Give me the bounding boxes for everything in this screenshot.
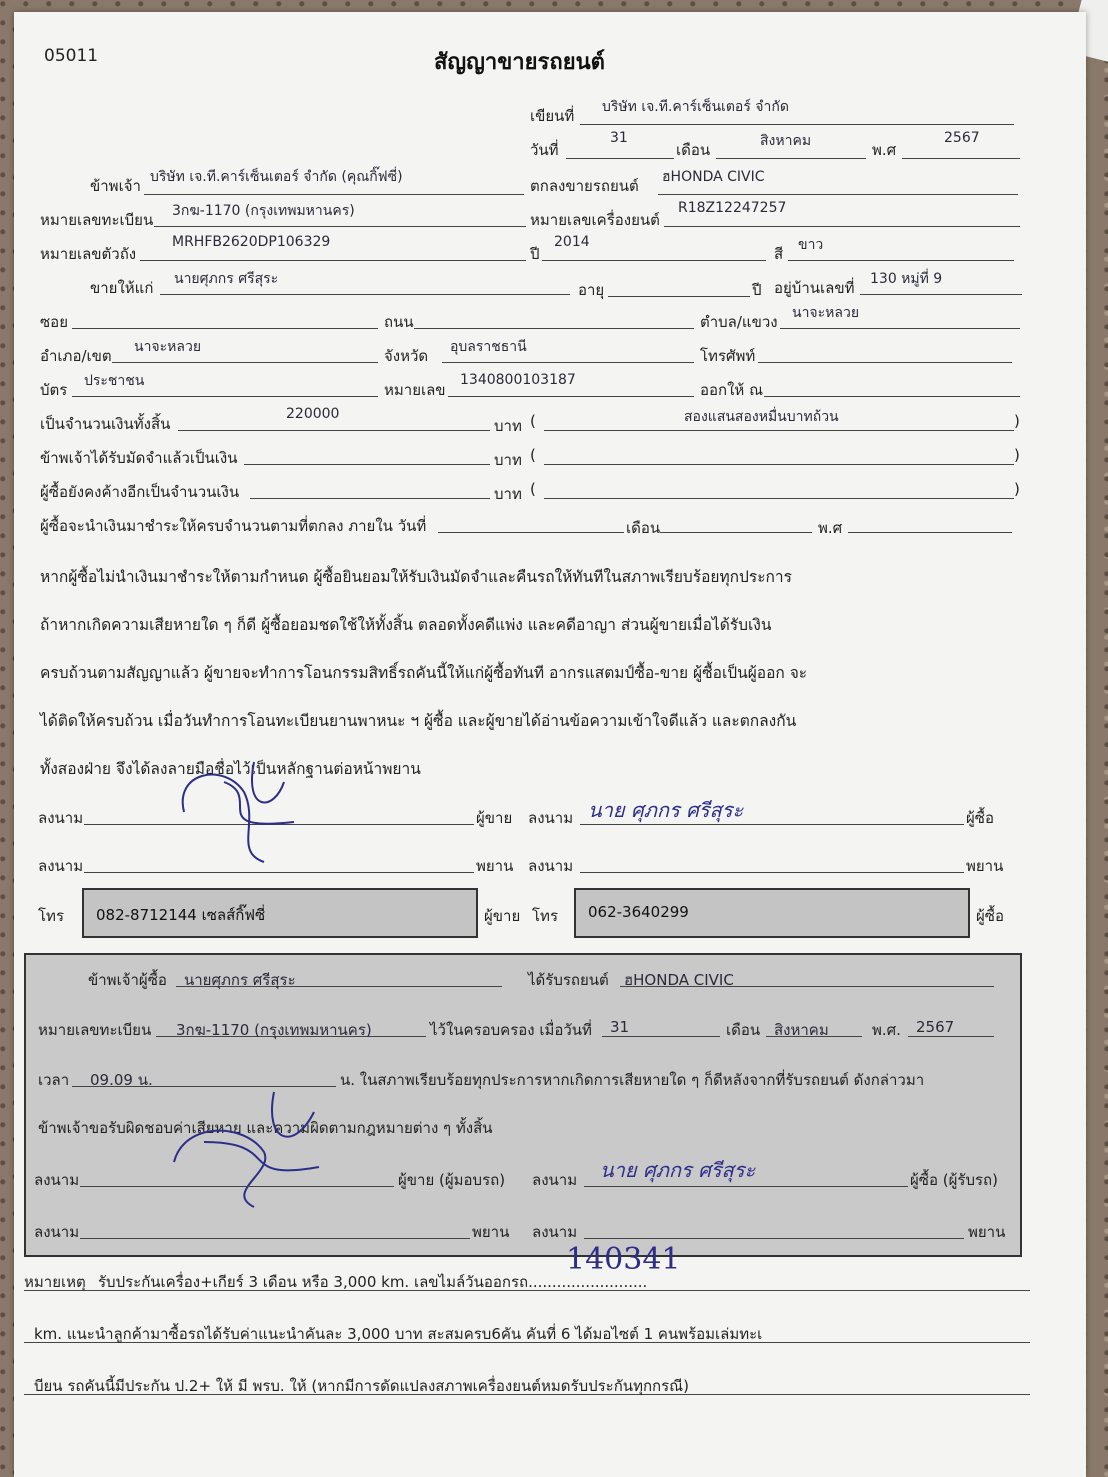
- road-label: ถนน: [384, 313, 414, 331]
- district-line: [112, 362, 378, 363]
- house-line: [860, 294, 1022, 295]
- remain-line: [250, 498, 490, 499]
- vehicle-year-label: ปี: [530, 245, 540, 263]
- district-value: นาจะหลวย: [134, 339, 202, 355]
- id-label: หมายเลข: [384, 381, 446, 399]
- paren-close-2: ): [1014, 446, 1020, 464]
- year-label: พ.ศ: [872, 141, 897, 159]
- engine-label: หมายเลขเครื่องยนต์: [530, 211, 660, 229]
- phone-line: [758, 362, 1012, 363]
- due-year-line: [848, 532, 1012, 533]
- phone-label: โทรศัพท์: [700, 347, 756, 365]
- due-year-label: พ.ศ: [818, 519, 843, 537]
- seller-phone-label: โทร: [38, 907, 65, 925]
- reg-line: [154, 226, 526, 227]
- deposit-baht: บาท: [494, 451, 522, 469]
- terms-line-4: ได้ติดให้ครบถ้วน เมื่อวันทำการโอนทะเบียนยานพาหนะ ฯ ผู้ซื้อ และผู้ขายได้อ่านข้อความเข้าใจดีแล้ว และตกลงกัน: [40, 712, 797, 730]
- contract-paper: [14, 12, 1086, 1477]
- chassis-label: หมายเลขตัวถัง: [40, 245, 137, 263]
- card-value: ประชาชน: [84, 373, 145, 389]
- vehicle-year-value: 2014: [554, 234, 590, 250]
- witness2-role: พยาน: [966, 857, 1004, 875]
- total-label: เป็นจำนวนเงินทั้งสิ้น: [40, 415, 171, 433]
- car-line: [658, 194, 1018, 195]
- subdistrict-value: นาจะหลวย: [792, 305, 860, 321]
- paren-open-3: (: [530, 480, 536, 498]
- seller-label: ข้าพเจ้า: [90, 177, 141, 195]
- month-value: สิงหาคม: [760, 133, 812, 149]
- paren-close-1: ): [1014, 412, 1020, 430]
- soi-line: [72, 328, 378, 329]
- buyer-signature: นาย ศุภกร ศรีสุระ: [588, 798, 744, 822]
- deposit-label: ข้าพเจ้าได้รับมัดจำแล้วเป็นเงิน: [40, 449, 238, 467]
- due-month-line: [660, 532, 812, 533]
- province-label: จังหวัด: [384, 347, 429, 365]
- color-value: ขาว: [798, 237, 824, 253]
- seller-name: บริษัท เจ.ที.คาร์เซ็นเตอร์ จำกัด (คุณกิ๊ฟซี่): [150, 169, 403, 185]
- seller-signature-scribble: [164, 752, 304, 872]
- receipt-witness2-line: [584, 1238, 964, 1239]
- buyer-name: นายศุภกร ศรีสุระ: [174, 271, 279, 287]
- written-at-line: [580, 124, 1014, 125]
- receipt-line-2: ข้าพเจ้าขอรับผิดชอบค่าเสียหาย และความผิดตามกฎหมายต่าง ๆ ทั้งสิ้น: [38, 1119, 493, 1137]
- buyer-phone: 062-3640299: [588, 903, 689, 921]
- seller-line: [144, 194, 524, 195]
- remarks-line-2: km. แนะนำลูกค้ามาซื้อรถได้รับค่าแนะนำคันละ 3,000 บาท สะสมครบ6คัน คันที่ 6 ได้มอไซต์ 1 คนพร้อมเล่มทะเ: [34, 1325, 763, 1343]
- total-words-line: [544, 430, 1014, 431]
- receipt-year-line: [908, 1036, 994, 1037]
- sign-label-witness2: ลงนาม: [528, 857, 574, 875]
- terms-line-3: ครบถ้วนตามสัญญาแล้ว ผู้ขายจะทำการโอนกรรมสิทธิ์รถคันนี้ให้แก่ผู้ซื้อทันที อากรแสตมป์ซื้อ-ขาย ผู้ซื้อเป็นผู้ออก จะ: [40, 664, 808, 682]
- receipt-year: 2567: [916, 1018, 955, 1036]
- seller-phone: 082-8712144 เซลส์กิ๊ฟซี่: [96, 906, 266, 924]
- subdistrict-line: [780, 328, 1020, 329]
- sign-label-buyer: ลงนาม: [528, 809, 574, 827]
- paren-close-3: ): [1014, 480, 1020, 498]
- remarks-label: หมายเหตุ: [24, 1273, 86, 1291]
- card-line: [72, 396, 378, 397]
- engine-value: R18Z12247257: [678, 200, 787, 216]
- receipt-sign-label-seller: ลงนาม: [34, 1171, 80, 1189]
- receipt-buyer-role: ผู้ซื้อ (ผู้รับรถ): [910, 1171, 998, 1189]
- receipt-witness1-line: [80, 1238, 470, 1239]
- subdistrict-label: ตำบล/แขวง: [700, 313, 778, 331]
- witness1-line: [84, 872, 474, 873]
- remain-words-line: [544, 498, 1014, 499]
- receipt-sign-label-buyer: ลงนาม: [532, 1171, 578, 1189]
- color-line: [788, 260, 1014, 261]
- month-line: [716, 158, 866, 159]
- vehicle-year-line: [542, 260, 766, 261]
- total-value: 220000: [286, 406, 340, 422]
- chassis-line: [140, 260, 526, 261]
- witness1-role: พยาน: [476, 857, 514, 875]
- paren-open-2: (: [530, 446, 536, 464]
- receipt-witness1-role: พยาน: [472, 1223, 510, 1241]
- receipt-time: 09.09 น.: [90, 1071, 153, 1089]
- day-value: 31: [610, 130, 628, 146]
- sign-label-seller: ลงนาม: [38, 809, 84, 827]
- terms-line-5: ทั้งสองฝ่าย จึงได้ลงลายมือชื่อไว้เป็นหลักฐานต่อหน้าพยาน: [40, 760, 421, 778]
- remarks-line-3: บียน รถคันนี้มีประกัน ป.2+ ให้ มี พรบ. ให้ (หากมีการดัดแปลงสภาพเครื่องยนต์หมดรับประกันทุกกรณี): [34, 1377, 689, 1395]
- seller-phone-tag: ผู้ขาย: [484, 907, 521, 925]
- reg-label: หมายเลขทะเบียน: [40, 211, 154, 229]
- province-line: [442, 362, 694, 363]
- receipt-car: ฮHONDA CIVIC: [624, 971, 734, 989]
- receipt-month-label: เดือน: [726, 1021, 761, 1039]
- buyer-phone-tag: ผู้ซื้อ: [976, 907, 1004, 925]
- witness2-line: [580, 872, 964, 873]
- receipt-buyer-signature: นาย ศุภกร ศรีสุระ: [600, 1158, 756, 1182]
- day-line: [566, 158, 674, 159]
- sign-label-witness1: ลงนาม: [38, 857, 84, 875]
- remain-baht: บาท: [494, 485, 522, 503]
- remain-label: ผู้ซื้อยังคงค้างอีกเป็นจำนวนเงิน: [40, 483, 240, 501]
- year-line: [902, 158, 1020, 159]
- due-label: ผู้ซื้อจะนำเงินมาชำระให้ครบจำนวนตามที่ตกลง ภายใน วันที่: [40, 517, 427, 535]
- agree-label: ตกลงขายรถยนต์: [530, 177, 639, 195]
- issued-line: [764, 396, 1020, 397]
- receipt-month: สิงหาคม: [774, 1021, 829, 1039]
- year-value: 2567: [944, 130, 980, 146]
- age-unit: ปี: [752, 281, 762, 299]
- receipt-sign-label-witness2: ลงนาม: [532, 1223, 578, 1241]
- buyer-role: ผู้ซื้อ: [966, 809, 994, 827]
- house-label: อยู่บ้านเลขที่: [774, 279, 855, 297]
- written-at-label: เขียนที่: [530, 107, 575, 125]
- total-line: [178, 430, 490, 431]
- total-words: สองแสนสองหมื่นบาทถ้วน: [684, 409, 839, 425]
- chassis-value: MRHFB2620DP106329: [172, 234, 331, 250]
- receipt-seller-role: ผู้ขาย (ผู้มอบรถ): [398, 1171, 506, 1189]
- terms-line-2: ถ้าหากเกิดความเสียหายใด ๆ ก็ดี ผู้ซื้อยอมชดใช้ให้ทั้งสิ้น ตลอดทั้งคดีแพ่ง และคดีอาญา ส่วนผู้ขายเมื่อได้รับเงิน: [40, 616, 772, 634]
- road-line: [414, 328, 694, 329]
- month-label: เดือน: [676, 141, 711, 159]
- receipt-buyer-sign-line: [584, 1186, 908, 1187]
- receipt-received-label: ได้รับรถยนต์: [528, 971, 609, 989]
- reg-value: 3กฆ-1170 (กรุงเทพมหานคร): [172, 203, 355, 219]
- age-label: อายุ: [578, 281, 605, 299]
- terms-line-1: หากผู้ซื้อไม่นำเงินมาชำระให้ตามกำหนด ผู้ซื้อยินยอมให้รับเงินมัดจำและคืนรถให้ทันทีในสภาพเรียบร้อยทุกประการ: [40, 568, 792, 586]
- receipt-witness2-role: พยาน: [968, 1223, 1006, 1241]
- issued-label: ออกให้ ณ: [700, 381, 763, 399]
- due-month-label: เดือน: [626, 519, 661, 537]
- district-label: อำเภอ/เขต: [40, 347, 112, 365]
- receipt-day-line: [602, 1036, 720, 1037]
- receipt-day: 31: [610, 1018, 630, 1036]
- receipt-reg-label: หมายเลขทะเบียน: [38, 1021, 152, 1039]
- sell-to-label: ขายให้แก่: [90, 279, 154, 297]
- receipt-sign-label-witness1: ลงนาม: [34, 1223, 80, 1241]
- receipt-seller-signature-scribble: [164, 1082, 324, 1212]
- seller-role: ผู้ขาย: [476, 809, 513, 827]
- due-day-line: [438, 532, 624, 533]
- soi-label: ซอย: [40, 313, 68, 331]
- receipt-buyer-name: นายศุภกร ศรีสุระ: [184, 971, 296, 989]
- deposit-line: [244, 464, 490, 465]
- mileage-handwritten: 140341: [566, 1242, 681, 1277]
- document-number: 05011: [44, 46, 99, 66]
- buyer-name-line: [160, 294, 570, 295]
- receipt-buyer-label: ข้าพเจ้าผู้ซื้อ: [88, 971, 167, 989]
- deposit-words-line: [544, 464, 1014, 465]
- paren-open-1: (: [530, 412, 536, 430]
- car-model: ฮHONDA CIVIC: [662, 169, 765, 185]
- remarks-line-1: รับประกันเครื่อง+เกียร์ 3 เดือน หรือ 3,000 km. เลขไมล์วันออกรถ.........................: [98, 1273, 648, 1291]
- receipt-time-label: เวลา: [38, 1071, 70, 1089]
- house-value: 130 หมู่ที่ 9: [870, 271, 943, 287]
- age-line: [608, 296, 750, 297]
- color-label: สี: [774, 245, 784, 263]
- receipt-reg: 3กฆ-1170 (กรุงเทพมหานคร): [176, 1021, 372, 1039]
- province-value: อุบลราชธานี: [450, 339, 527, 355]
- receipt-year-label: พ.ศ.: [872, 1021, 901, 1039]
- receipt-seller-line: [80, 1186, 394, 1187]
- date-label: วันที่: [530, 141, 559, 159]
- engine-line: [664, 226, 1020, 227]
- contract-title: สัญญาขายรถยนต์: [434, 50, 605, 75]
- id-value: 1340800103187: [460, 372, 576, 388]
- buyer-phone-label: โทร: [532, 907, 559, 925]
- id-line: [448, 396, 694, 397]
- written-at-value: บริษัท เจ.ที.คาร์เซ็นเตอร์ จำกัด: [602, 99, 789, 115]
- total-baht: บาท: [494, 417, 522, 435]
- receipt-possess-label: ไว้ในครอบครอง เมื่อวันที่: [430, 1021, 592, 1039]
- card-label: บัตร: [40, 381, 68, 399]
- receipt-line-1: น. ในสภาพเรียบร้อยทุกประการหากเกิดการเสียหายใด ๆ ก็ดีหลังจากที่รับรถยนต์ ดังกล่าวมา: [340, 1071, 925, 1089]
